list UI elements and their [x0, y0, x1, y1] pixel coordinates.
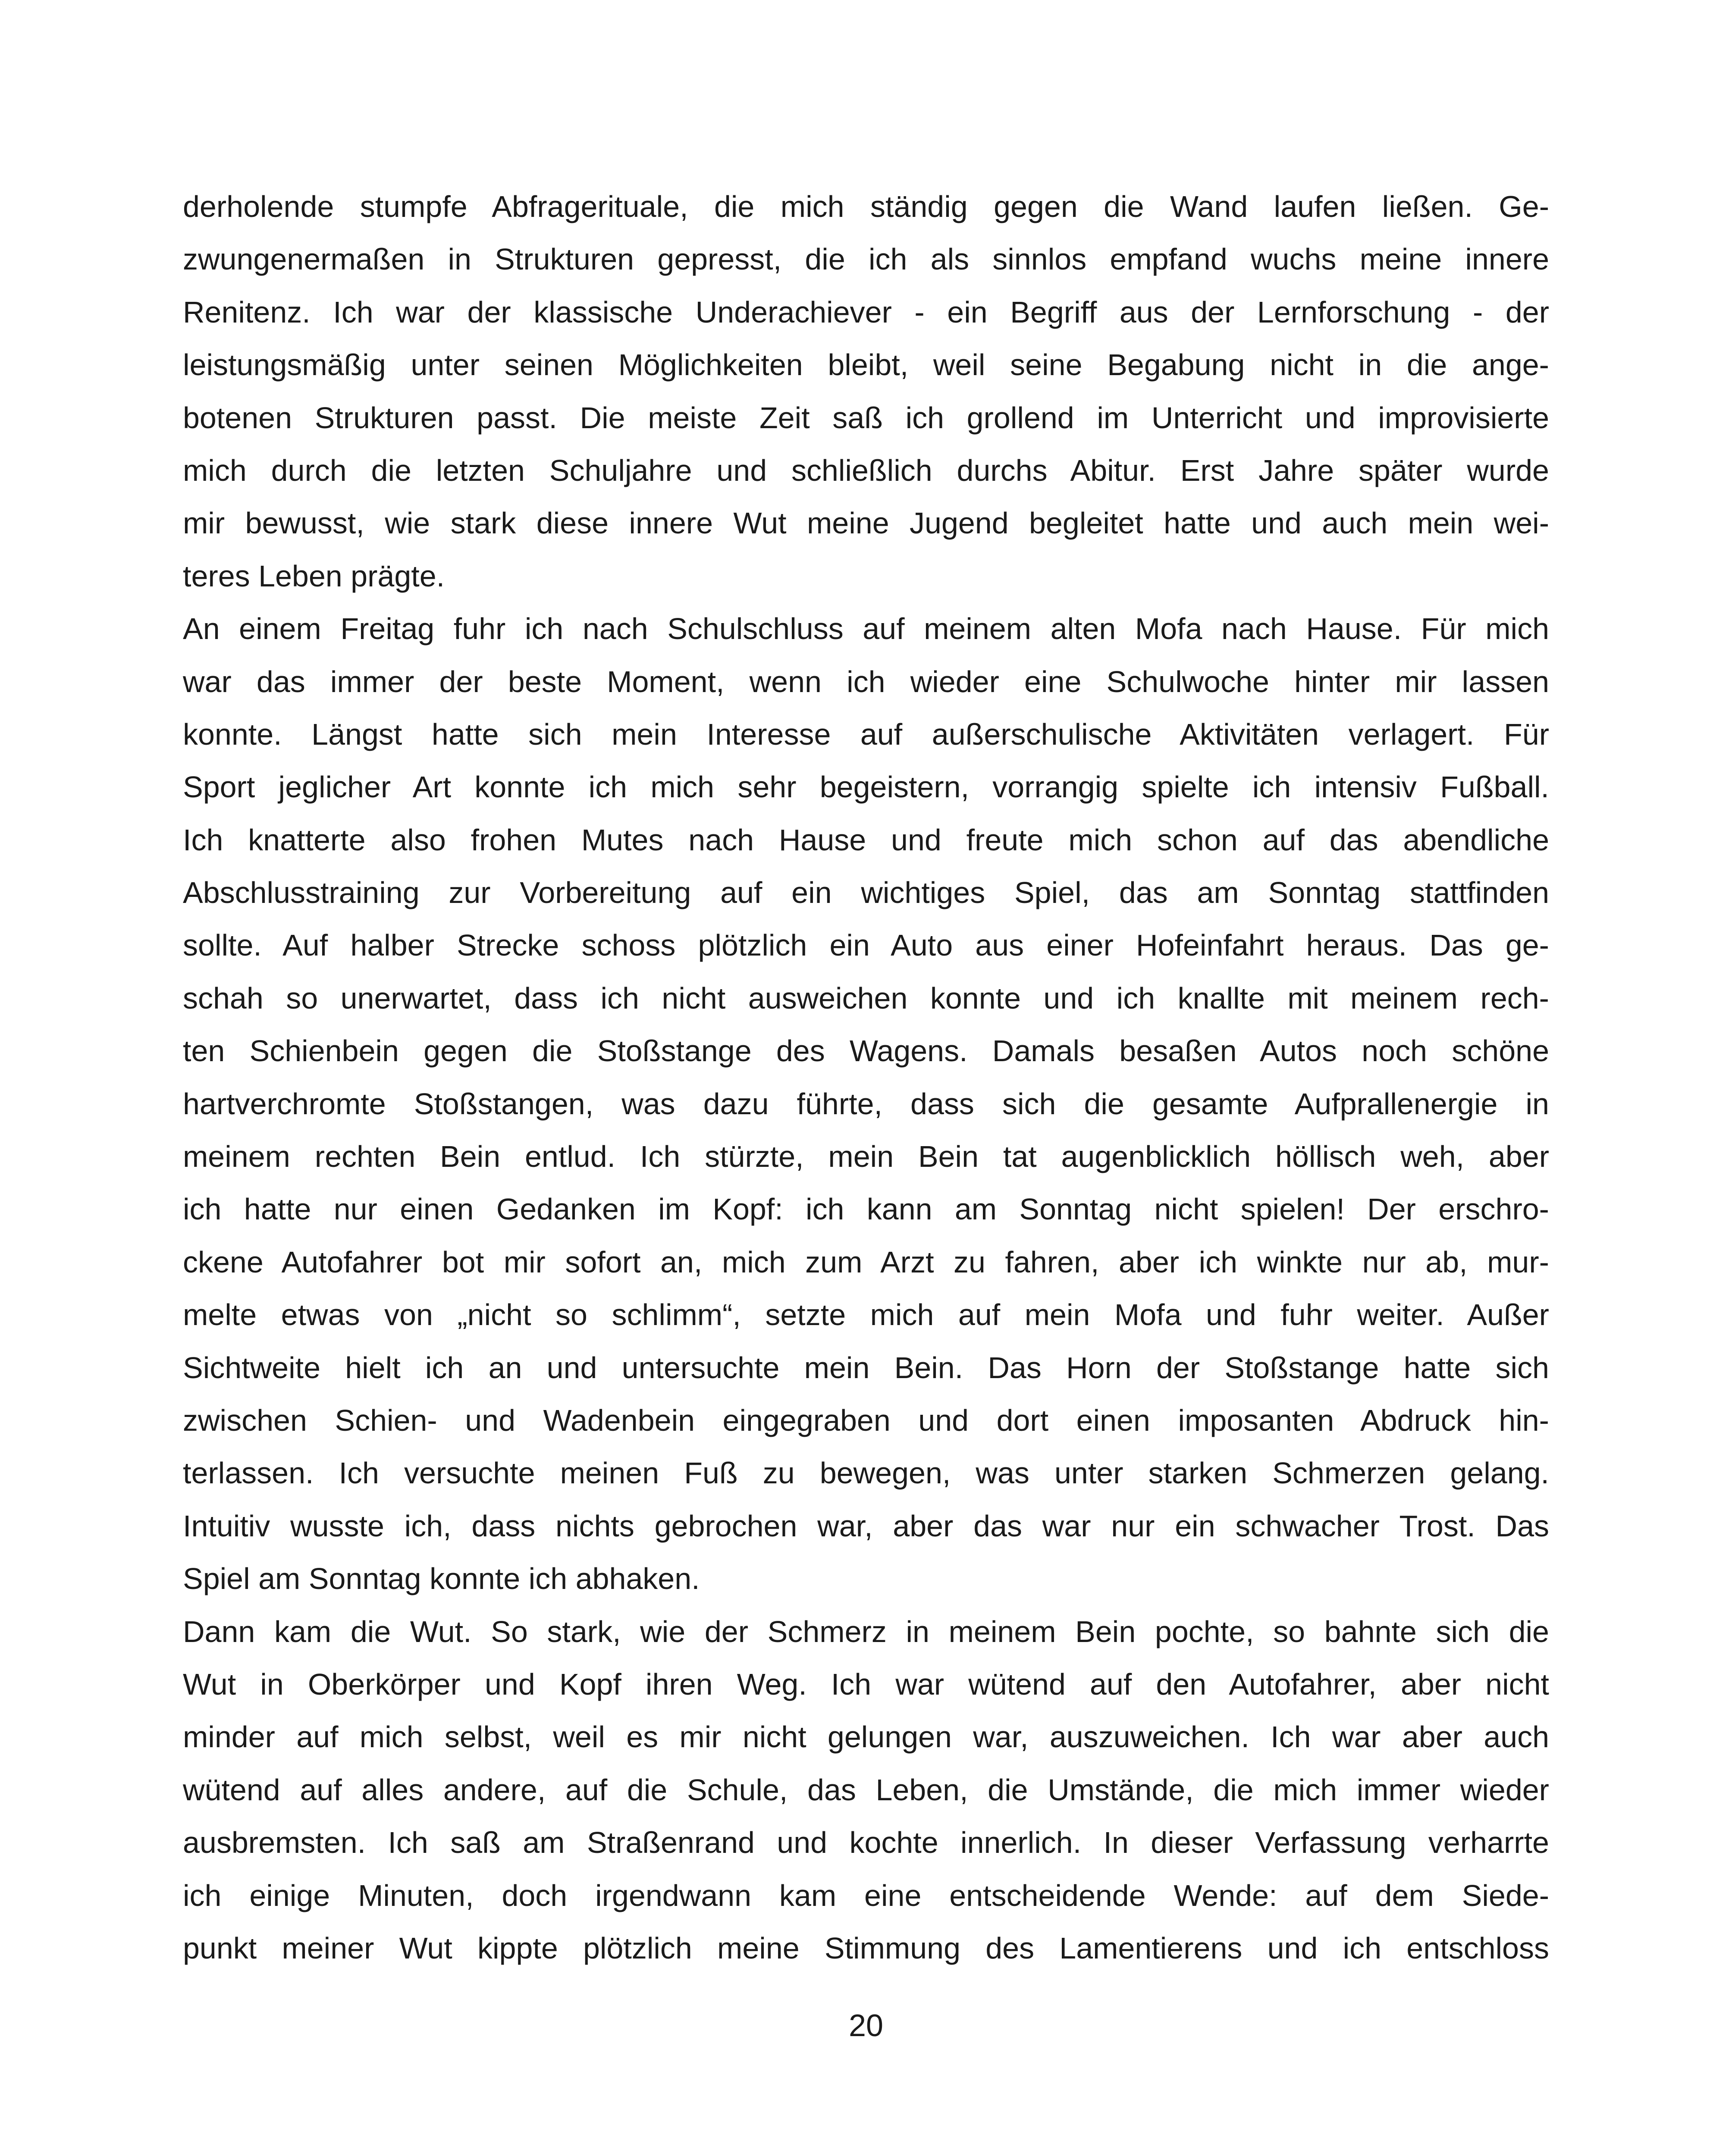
text-line: ten Schienbein gegen die Stoßstange des Wagens. Damals besaßen Autos noch schöne [183, 1034, 1549, 1068]
text-line: botenen Strukturen passt. Die meiste Zeit saß ich grollend im Unterricht und improvisierte [183, 401, 1549, 435]
text-line: meinem rechten Bein entlud. Ich stürzte, mein Bein tat augenblicklich höllisch weh, aber [183, 1140, 1549, 1174]
text-line: Sport jeglicher Art konnte ich mich sehr begeistern, vorrangig spielte ich intensiv Fußball. [183, 770, 1549, 804]
text-line: terlassen. Ich versuchte meinen Fuß zu bewegen, was unter starken Schmerzen gelang. [183, 1456, 1549, 1490]
text-line: ich hatte nur einen Gedanken im Kopf: ich kann am Sonntag nicht spielen! Der erschro- [183, 1192, 1549, 1226]
text-line: zwischen Schien- und Wadenbein eingegraben und dort einen imposanten Abdruck hin- [183, 1403, 1549, 1437]
text-line: mich durch die letzten Schuljahre und schließlich durchs Abitur. Erst Jahre später wurde [183, 453, 1549, 487]
text-line: sollte. Auf halber Strecke schoss plötzlich ein Auto aus einer Hofeinfahrt heraus. Das ge- [183, 928, 1549, 962]
text-line: An einem Freitag fuhr ich nach Schulschluss auf meinem alten Mofa nach Hause. Für mich [183, 612, 1549, 646]
text-line: ckene Autofahrer bot mir sofort an, mich zum Arzt zu fahren, aber ich winkte nur ab, mur- [183, 1245, 1549, 1279]
body-text [183, 180, 1549, 1974]
text-line: konnte. Längst hatte sich mein Interesse auf außerschulische Aktivitäten verlagert. Für [183, 717, 1549, 751]
text-line: Wut in Oberkörper und Kopf ihren Weg. Ich war wütend auf den Autofahrer, aber nicht [183, 1667, 1549, 1701]
text-line: teres Leben prägte. [183, 559, 445, 593]
text-line: Dann kam die Wut. So stark, wie der Schmerz in meinem Bein pochte, so bahnte sich die [183, 1614, 1549, 1648]
text-line: hartverchromte Stoßstangen, was dazu führte, dass sich die gesamte Aufprallenergie in [183, 1087, 1549, 1121]
text-line: ausbremsten. Ich saß am Straßenrand und kochte innerlich. In dieser Verfassung verharrte [183, 1826, 1549, 1860]
text-line: Renitenz. Ich war der klassische Underachiever - ein Begriff aus der Lernforschung - der [183, 295, 1549, 329]
text-line: derholende stumpfe Abfragerituale, die mich ständig gegen die Wand laufen ließen. Ge- [183, 190, 1549, 223]
text-line: schah so unerwartet, dass ich nicht ausweichen konnte und ich knallte mit meinem rech- [183, 981, 1549, 1015]
text-line: Intuitiv wusste ich, dass nichts gebrochen war, aber das war nur ein schwacher Trost. Das [183, 1509, 1549, 1543]
text-line: leistungsmäßig unter seinen Möglichkeiten bleibt, weil seine Begabung nicht in die ange- [183, 348, 1549, 382]
text-line: zwungenermaßen in Strukturen gepresst, die ich als sinnlos empfand wuchs meine innere [183, 242, 1549, 276]
text-line: ich einige Minuten, doch irgendwann kam eine entscheidende Wende: auf dem Siede- [183, 1878, 1549, 1912]
text-line: mir bewusst, wie stark diese innere Wut meine Jugend begleitet hatte und auch mein wei- [183, 506, 1549, 540]
text-line: melte etwas von „nicht so schlimm“, setzte mich auf mein Mofa und fuhr weiter. Außer [183, 1298, 1549, 1332]
page-number: 20 [848, 2009, 884, 2043]
text-line: Abschlusstraining zur Vorbereitung auf ein wichtiges Spiel, das am Sonntag stattfinden [183, 876, 1549, 910]
text-line: punkt meiner Wut kippte plötzlich meine Stimmung des Lamentierens und ich entschloss [183, 1931, 1549, 1965]
text-line: wütend auf alles andere, auf die Schule, das Leben, die Umstände, die mich immer wieder [183, 1773, 1549, 1807]
text-line: Ich knatterte also frohen Mutes nach Hause und freute mich schon auf das abendliche [183, 823, 1549, 857]
text-line: Sichtweite hielt ich an und untersuchte mein Bein. Das Horn der Stoßstange hatte sich [183, 1351, 1549, 1385]
text-line: war das immer der beste Moment, wenn ich wieder eine Schulwoche hinter mir lassen [183, 664, 1549, 699]
text-line: minder auf mich selbst, weil es mir nicht gelungen war, auszuweichen. Ich war aber auch [183, 1720, 1549, 1754]
text-line: Spiel am Sonntag konnte ich abhaken. [183, 1562, 700, 1596]
